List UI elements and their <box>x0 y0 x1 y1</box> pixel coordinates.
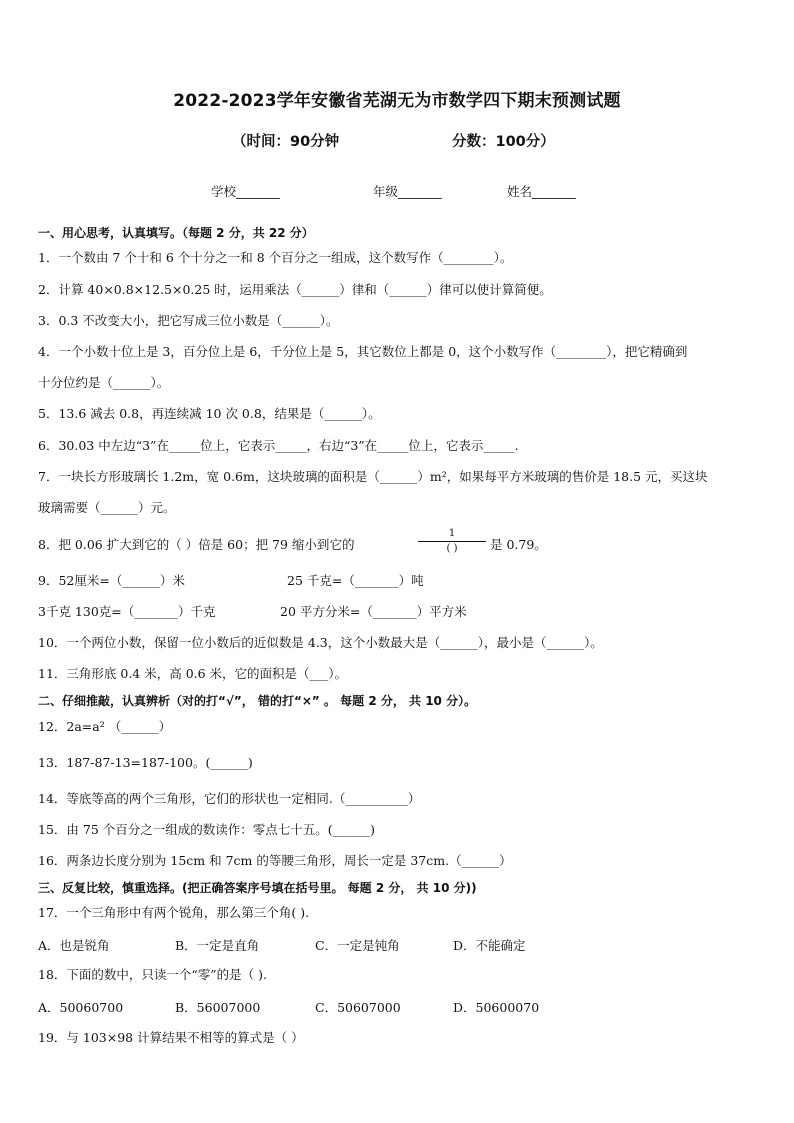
q17-option-b: B．一定是直角 <box>175 938 260 953</box>
school-field[interactable]: 学校_______ <box>211 184 280 199</box>
question-4-line-1: 4．一个小数十位上是 3，百分位上是 6，千分位上是 5，其它数位上都是 0，这个小数写作（________），把它精确到 <box>38 344 688 359</box>
question-9-a: 9．52厘米=（______）米 <box>38 573 185 588</box>
question-9-c: 3千克 130克=（_______）千克 <box>38 604 216 619</box>
question-1: 1．一个数由 7 个十和 6 个十分之一和 8 个百分之一组成，这个数写作（________）。 <box>38 250 513 265</box>
question-17: 17．一个三角形中有两个锐角，那么第三个角( ). <box>38 905 310 920</box>
question-4-line-2: 十分位约是（______）。 <box>38 375 170 390</box>
q17-option-a: A．也是锐角 <box>38 938 110 953</box>
question-16: 16．两条边长度分别为 15cm 和 7cm 的等腰三角形，周长一定是 37cm.（______） <box>38 853 512 868</box>
q18-option-d: D．50600070 <box>453 1000 540 1015</box>
question-2: 2．计算 40×0.8×12.5×0.25 时，运用乘法（______）律和（______）律可以使计算简便。 <box>38 282 552 297</box>
exam-time: （时间：90分钟 <box>232 134 340 150</box>
question-3: 3．0.3 不改变大小，把它写成三位小数是（______）。 <box>38 313 339 328</box>
question-15: 15．由 75 个百分之一组成的数读作：零点七十五。(______) <box>38 822 376 837</box>
question-19: 19．与 103×98 计算结果不相等的算式是（ ） <box>38 1030 304 1045</box>
section-heading-2: 二、仔细推敲，认真辨析（对的打“√”， 错的打“×” 。 每题 2 分， 共 10 分）。 <box>38 694 477 708</box>
question-18: 18．下面的数中，只读一个“零”的是（ ). <box>38 967 268 982</box>
question-9-b: 25 千克=（_______）吨 <box>287 573 424 588</box>
section-heading-1: 一、用心思考，认真填写。（每题 2 分，共 22 分） <box>38 226 314 240</box>
question-8-part-2: 是 0.79。 <box>490 537 547 552</box>
question-14: 14．等底等高的两个三角形，它们的形状也一定相同.（__________） <box>38 791 421 806</box>
fraction-bar <box>418 541 486 542</box>
section-heading-3: 三、反复比较，慎重选择。(把正确答案序号填在括号里。 每题 2 分， 共 10 分)) <box>38 881 477 895</box>
question-9-d: 20 平方分米=（_______）平方米 <box>280 604 467 619</box>
question-8-part-1: 8．把 0.06 扩大到它的（ ）倍是 60；把 79 缩小到它的 <box>38 537 355 552</box>
q17-option-d: D．不能确定 <box>453 938 526 953</box>
fraction-numerator: 1 <box>448 528 456 539</box>
page-title: 2022-2023学年安徽省芜湖无为市数学四下期末预测试题 <box>173 91 621 111</box>
question-7-line-1: 7．一块长方形玻璃长 1.2m，宽 0.6m，这块玻璃的面积是（______）m²，如果每平方米玻璃的售价是 18.5 元，买这块 <box>38 469 708 484</box>
q18-option-c: C．50607000 <box>315 1000 401 1015</box>
question-10: 10．一个两位小数，保留一位小数后的近似数是 4.3，这个小数最大是（______），最小是（______）。 <box>38 635 603 650</box>
question-5: 5．13.6 减去 0.8，再连续减 10 次 0.8，结果是（______）。 <box>38 406 381 421</box>
grade-field[interactable]: 年级_______ <box>373 184 442 199</box>
q17-option-c: C．一定是钝角 <box>315 938 400 953</box>
exam-score: 分数：100分） <box>452 134 555 150</box>
name-field[interactable]: 姓名_______ <box>507 184 576 199</box>
question-7-line-2: 玻璃需要（______）元。 <box>38 500 176 515</box>
question-13: 13．187-87-13=187-100。(______) <box>38 755 253 770</box>
fraction-denominator: ( ) <box>446 543 458 554</box>
question-6: 6．30.03 中左边“3”在_____位上，它表示_____，右边“3”在_____位上，它表示_____. <box>38 438 519 453</box>
question-12: 12．2a=a² （______） <box>38 719 172 734</box>
q18-option-a: A．50060700 <box>38 1000 124 1015</box>
question-11: 11．三角形底 0.4 米，高 0.6 米，它的面积是（___）。 <box>38 666 348 681</box>
q18-option-b: B．56007000 <box>175 1000 261 1015</box>
